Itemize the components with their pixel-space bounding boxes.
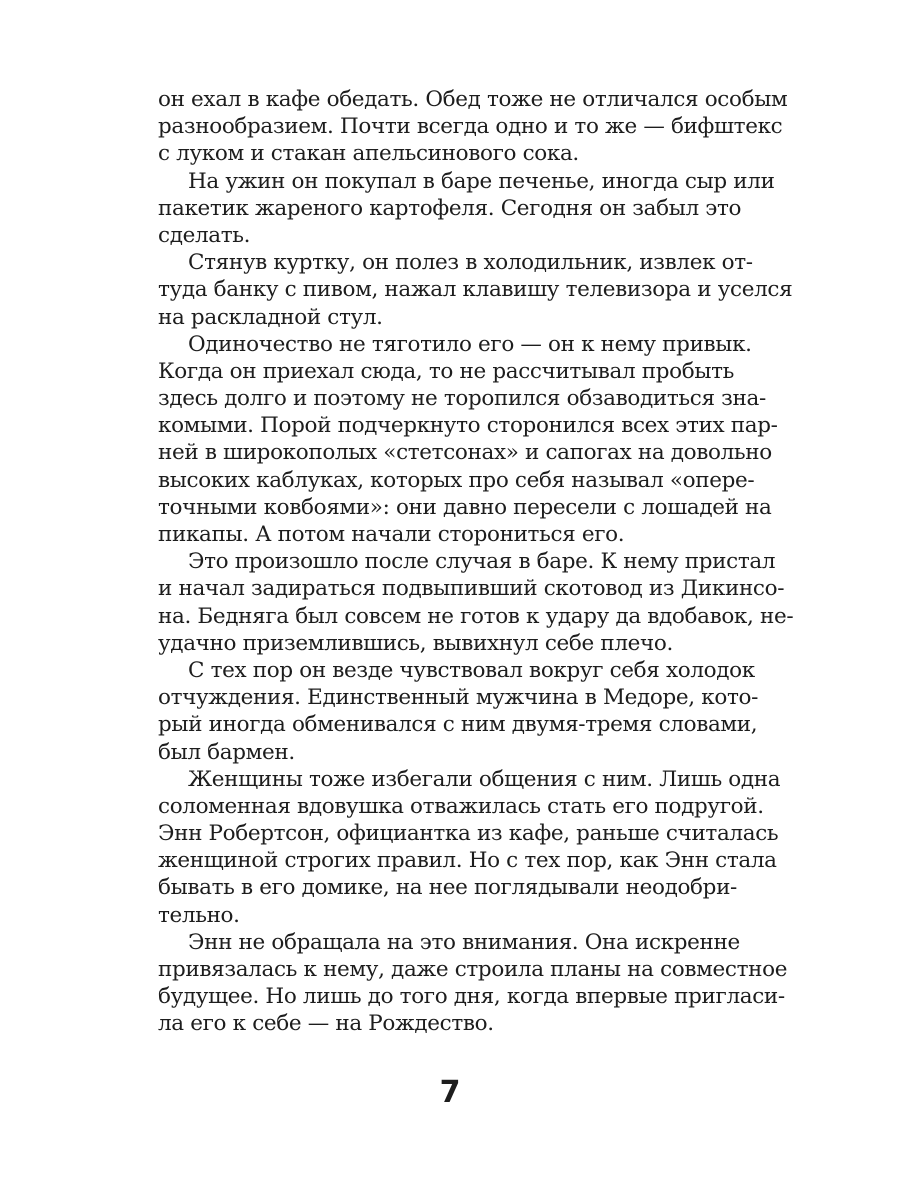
body-text (158, 86, 794, 1038)
text-line: Женщины тоже избегали общения с ним. Лишь одна (188, 766, 781, 792)
text-line: отчуждения. Единственный мужчина в Медоре, кото- (158, 685, 759, 711)
text-line: тельно. (158, 902, 240, 928)
text-line: Одиночество не тяготило его — он к нему привык. (188, 331, 752, 357)
paragraph-8 (158, 929, 788, 1038)
text-line: разнообразием. Почти всегда одно и то же — бифштекс (158, 114, 783, 140)
text-line: пакетик жареного картофеля. Сегодня он забыл это (158, 195, 742, 221)
paragraph-4 (158, 331, 778, 549)
text-line: комыми. Порой подчеркнуто сторонился всех этих пар- (158, 413, 778, 439)
text-line: с луком и стакан апельсинового сока. (158, 141, 579, 167)
text-line: женщиной строгих правил. Но с тех пор, как Энн стала (158, 848, 777, 874)
text-line: высоких каблуках, которых про себя называл «опере- (158, 467, 755, 493)
text-line: на. Бедняга был совсем не готов к удару да вдобавок, не- (158, 603, 794, 629)
text-line: ла его к себе — на Рождество. (158, 1011, 494, 1037)
paragraph-2 (158, 168, 775, 250)
text-line: и начал задираться подвыпивший скотовод из Дикинсо- (158, 576, 785, 602)
text-line: соломенная вдовушка отважилась стать его подругой. (158, 793, 764, 819)
paragraph-6 (158, 657, 759, 766)
text-line: бывать в его домике, на нее поглядывали неодобри- (158, 875, 737, 901)
text-line: на раскладной стул. (158, 304, 383, 330)
text-line: удачно приземлившись, вывихнул себе плечо. (158, 630, 673, 656)
text-line: точными ковбоями»: они давно пересели с лошадей на (158, 494, 772, 520)
text-line: сделать. (158, 222, 251, 248)
text-line: рый иногда обменивался с ним двумя-тремя словами, (158, 712, 758, 738)
text-line: привязалась к нему, даже строила планы на совместное (158, 957, 788, 982)
text-line: он ехал в кафе обедать. Обед тоже не отличался особым (158, 87, 788, 112)
text-line: ней в широкополых «стетсонах» и сапогах на довольно (158, 440, 772, 466)
text-line: Стянув куртку, он полез в холодильник, извлек от- (188, 250, 753, 276)
text-line: Энн не обращала на это внимания. Она искренне (188, 929, 740, 955)
paragraph-3 (158, 249, 793, 331)
paragraph-1 (158, 86, 788, 168)
text-line: будущее. Но лишь до того дня, когда впервые пригласи- (158, 984, 785, 1010)
paragraph-7 (158, 766, 781, 929)
page-number: 7 (439, 1075, 461, 1110)
text-line: здесь долго и поэтому не торопился обзаводиться зна- (158, 386, 766, 412)
paragraph-5 (158, 548, 794, 657)
text-line: туда банку с пивом, нажал клавишу телевизора и уселся (158, 277, 793, 303)
text-line: Это произошло после случая в баре. К нему пристал (188, 549, 776, 575)
text-line: пикапы. А потом начали сторониться его. (158, 522, 625, 547)
text-line: Энн Робертсон, официантка из кафе, раньше считалась (158, 821, 779, 847)
text-line: На ужин он покупал в баре печенье, иногда сыр или (188, 168, 775, 194)
text-line: Когда он приехал сюда, то не рассчитывал пробыть (158, 358, 734, 384)
text-line: был бармен. (158, 739, 295, 765)
text-line: С тех пор он везде чувствовал вокруг себя холодок (188, 657, 755, 683)
